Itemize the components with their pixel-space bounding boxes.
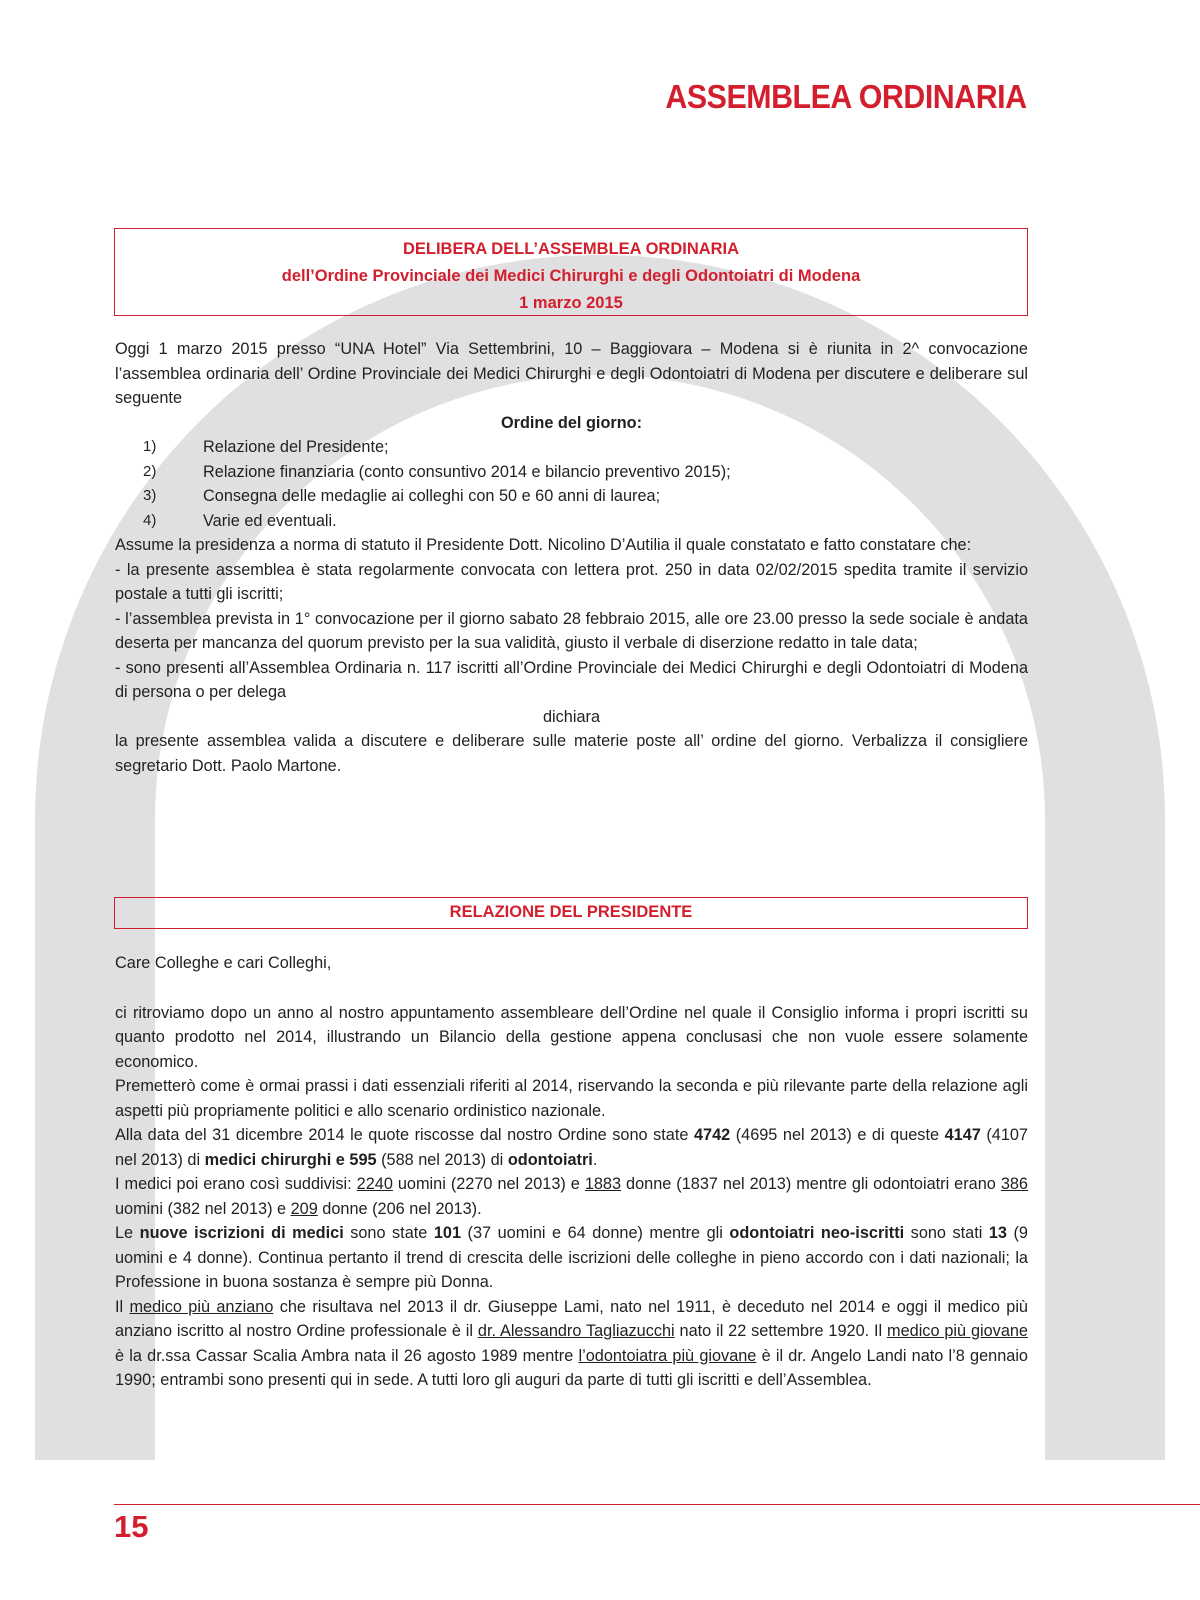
page-number: 15: [114, 1509, 149, 1544]
agenda-item: 3) Consegna delle medaglie ai colleghi con 50 e 60 anni di laurea;: [143, 487, 661, 505]
gender-statistics-paragraph: I medici poi erano così suddivisi: 2240 uomini (2270 nel 2013) e 1883 donne (1837 nel 2013) mentre gli odontoiatri erano 386 uomini (382 nel 2013) e 209 donne (206 nel 2013).: [115, 1175, 1028, 1218]
agenda-item: 2) Relazione finanziaria (conto consuntivo 2014 e bilancio preventivo 2015);: [143, 462, 731, 481]
footer-divider: [114, 1504, 1200, 1505]
relazione-paragraph: Premetterò come è ormai prassi i dati essenziali riferiti al 2014, riservando la seconda e più rilevante parte della relazione agli aspetti più propriamente politici e allo scenario ordinistico nazionale.: [115, 1077, 1028, 1120]
greeting: Care Colleghe e cari Colleghi,: [115, 954, 332, 972]
new-registrations-paragraph: Le nuove iscrizioni di medici sono state 101 (37 uomini e 64 donne) mentre gli odontoiatri neo-iscritti sono stati 13 (9 uomini e 4 donne). Continua pertanto il trend di crescita delle iscrizioni delle colleghe in pieno accordo con i dati nazionali; la Professione in buona sostanza è sempre più Donna.: [115, 1224, 1028, 1291]
delibera-body: [115, 337, 1028, 778]
relazione-body: [115, 951, 1028, 1393]
oldest-youngest-paragraph: Il medico più anziano che risultava nel 2013 il dr. Giuseppe Lami, nato nel 1911, è deceduto nel 2014 e oggi il medico più anziano iscritto al nostro Ordine professionale è il dr. Alessandro Tagliazucchi nato il 22 settembre 1920. Il medico più giovane è la dr.ssa Cassar Scalia Ambra nata il 26 agosto 1989 mentre l’odontoiatra più giovane è il dr. Angelo Landi nato l’8 gennaio 1990; entrambi sono presenti qui in sede. A tutti loro gli auguri da parte di tutti gli iscritti e dell’Assemblea.: [115, 1297, 1028, 1389]
delibera-title-box: [114, 228, 1028, 316]
relazione-paragraph: ci ritroviamo dopo un anno al nostro appuntamento assembleare dell’Ordine nel quale il Consiglio informa i propri iscritti su quanto prodotto nel 2014, illustrando un Bilancio della gestione appena conclusasi che non vuole essere solamente economico.: [115, 1003, 1028, 1071]
intro-paragraph: Oggi 1 marzo 2015 presso “UNA Hotel” Via Settembrini, 10 – Baggiovara – Modena si è riunita in 2^ convocazione l’assemblea ordinaria dell’ Ordine Provinciale dei Medici Chirurghi e degli Odontoiatri di Modena per discutere e deliberare sul seguente: [115, 340, 1028, 407]
finding-item: - la presente assemblea è stata regolarmente convocata con lettera prot. 250 in data 02/02/2015 spedita tramite il servizio postale a tutti gli iscritti;: [115, 560, 1028, 603]
relazione-title-box: [114, 897, 1028, 929]
relazione-title: RELAZIONE DEL PRESIDENTE: [449, 903, 693, 921]
finding-item: - sono presenti all’Assemblea Ordinaria n. 117 iscritti all’Ordine Provinciale dei Medici Chirurghi e degli Odontoiatri di Modena di persona o per delega: [115, 658, 1028, 701]
conclusion-paragraph: la presente assemblea valida a discutere e deliberare sulle materie poste all’ ordine del giorno. Verbalizza il consigliere segretario Dott. Paolo Martone.: [115, 732, 1028, 775]
delibera-date: 1 marzo 2015: [519, 294, 623, 312]
agenda-heading: Ordine del giorno:: [500, 413, 643, 432]
delibera-subtitle: dell’Ordine Provinciale dei Medici Chirurghi e degli Odontoiatri di Modena: [281, 267, 861, 285]
agenda-list: [115, 435, 1028, 533]
finding-item: - l’assemblea prevista in 1° convocazione per il giorno sabato 28 febbraio 2015, alle ore 23.00 presso la sede sociale è andata deserta per mancanza del quorum previsto per la sua validità, giusto il verbale di diserzione redatto in tale data;: [115, 609, 1028, 652]
section-title: ASSEMBLEA ORDINARIA: [665, 78, 1027, 115]
quote-statistics-paragraph: Alla data del 31 dicembre 2014 le quote riscosse dal nostro Ordine sono state 4742 (4695 nel 2013) e di queste 4147 (4107 nel 2013) di medici chirurghi e 595 (588 nel 2013) di odontoiatri.: [115, 1126, 1028, 1169]
presidency-paragraph: Assume la presidenza a norma di statuto il Presidente Dott. Nicolino D’Autilia il quale constatato e fatto constatare che:: [115, 536, 972, 554]
agenda-item: 1) Relazione del Presidente;: [143, 438, 389, 456]
delibera-title: DELIBERA DELL’ASSEMBLEA ORDINARIA: [402, 240, 740, 258]
declares-word: dichiara: [542, 707, 601, 726]
agenda-item: 4) Varie ed eventuali.: [143, 511, 337, 530]
